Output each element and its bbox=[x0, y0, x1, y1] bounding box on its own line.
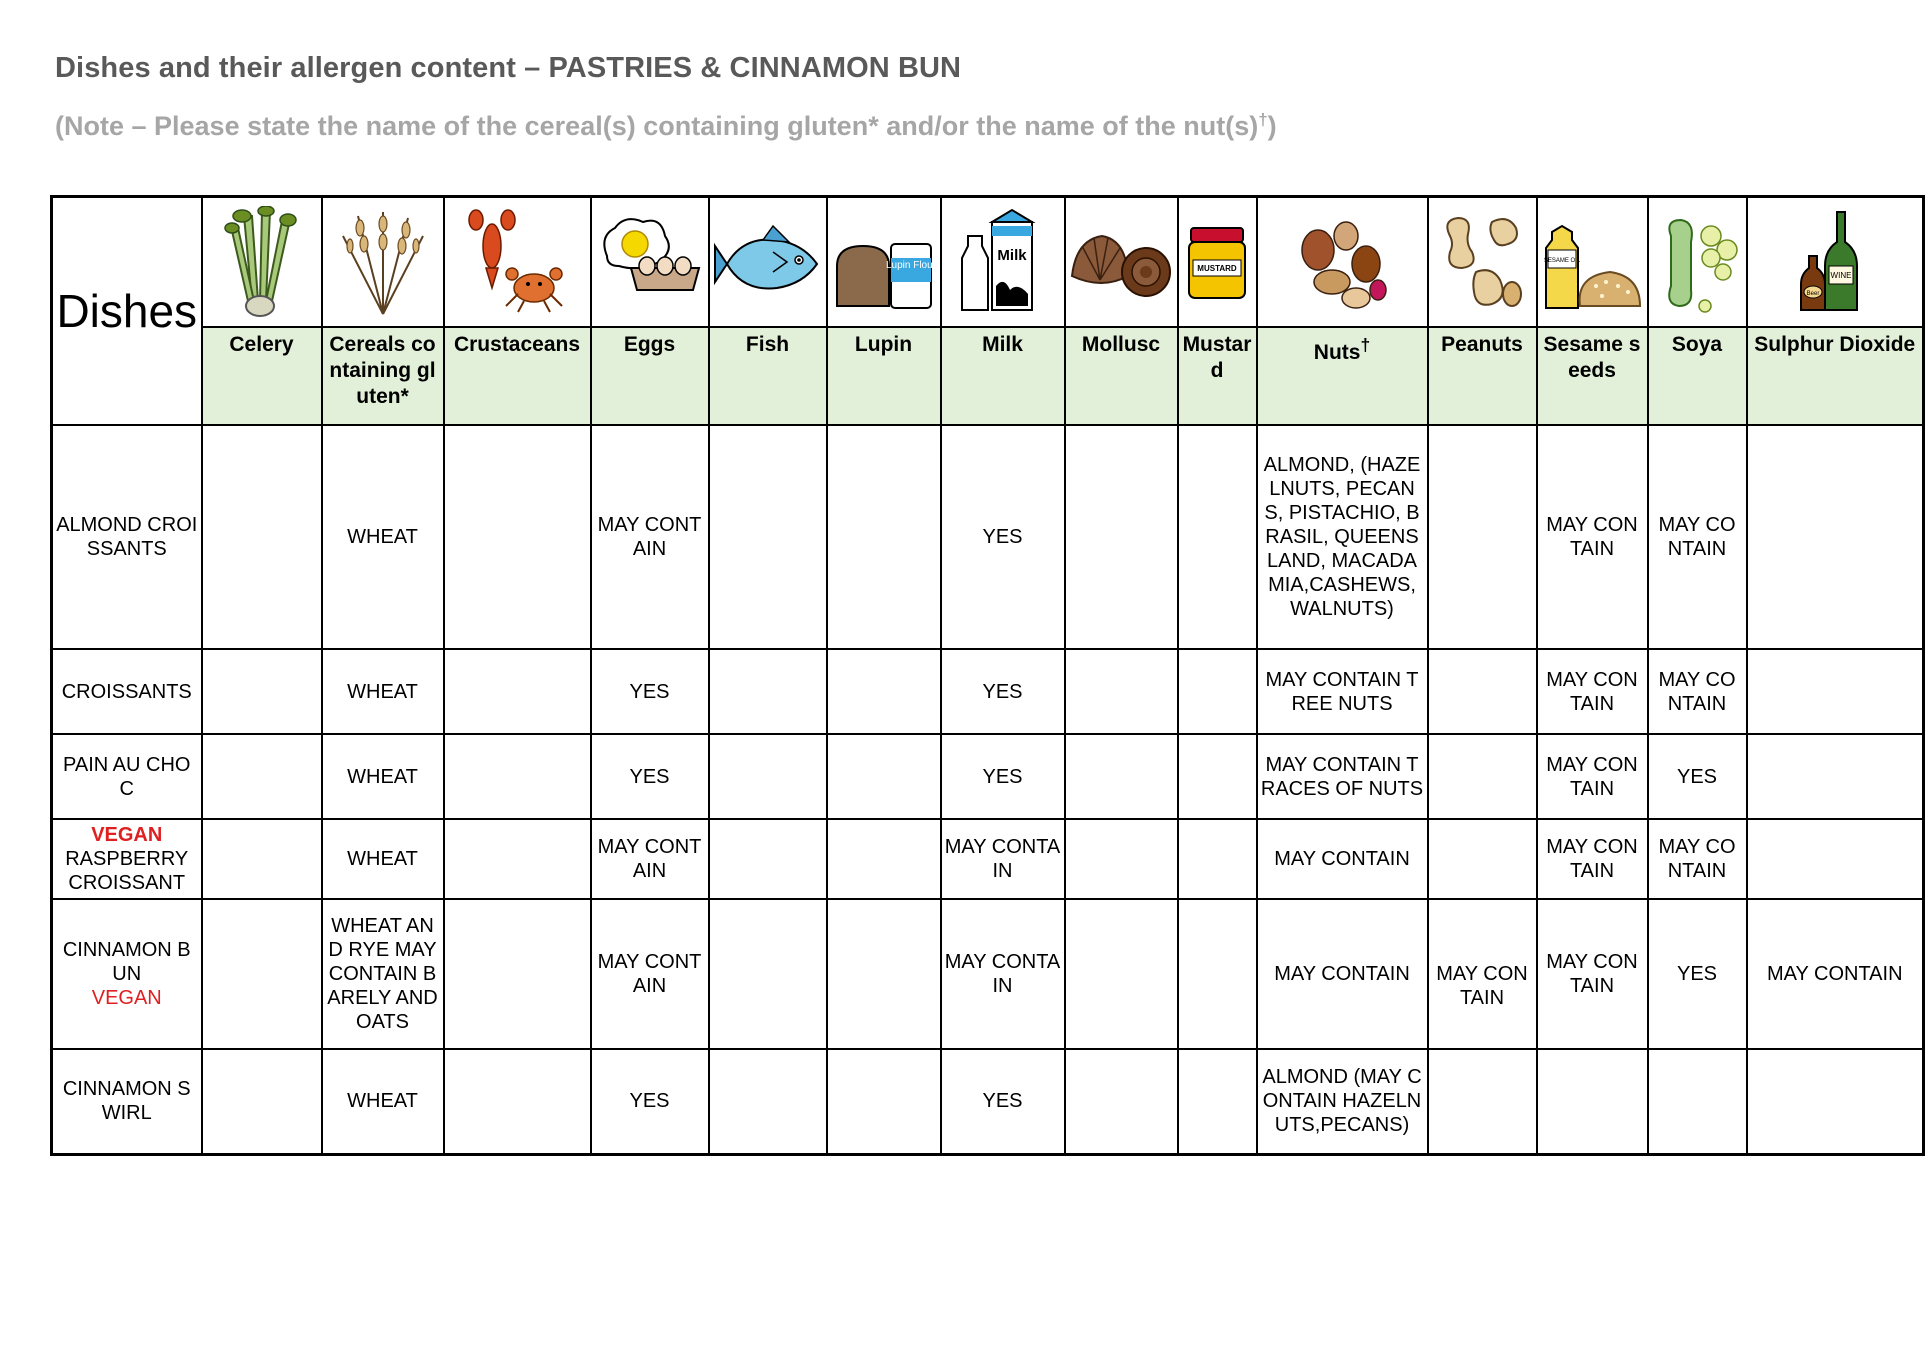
dish-name: CINNAMON SWIRL bbox=[52, 1049, 202, 1154]
table-row bbox=[52, 649, 1924, 734]
cell-sesame: MAY CONTAIN bbox=[1537, 899, 1648, 1049]
header-cereals: Cereals containing gluten* bbox=[322, 327, 444, 425]
shell-icon bbox=[1066, 206, 1176, 318]
milk-icon-cell bbox=[941, 197, 1065, 328]
cell-lupin bbox=[827, 425, 941, 649]
cell-crustaceans bbox=[444, 1049, 591, 1154]
cell-peanuts bbox=[1428, 1049, 1537, 1154]
header-lupin: Lupin bbox=[827, 327, 941, 425]
cell-sesame: MAY CONTAIN bbox=[1537, 649, 1648, 734]
crustaceans-icon-cell bbox=[444, 197, 591, 328]
header-celery: Celery bbox=[202, 327, 322, 425]
dish-name: ALMOND CROISSANTS bbox=[52, 425, 202, 649]
cell-crustaceans bbox=[444, 425, 591, 649]
cell-fish bbox=[709, 425, 827, 649]
mollusc-icon-cell bbox=[1065, 197, 1178, 328]
wheat-icon bbox=[328, 206, 438, 318]
dish-name bbox=[52, 899, 202, 1049]
cell-celery bbox=[202, 649, 322, 734]
cell-milk: YES bbox=[941, 734, 1065, 819]
cell-milk: YES bbox=[941, 649, 1065, 734]
vegan-tag: VEGAN bbox=[91, 987, 162, 1009]
note-body: (Note – Please state the name of the cereal(s) containing gluten* and/or the name of the nut(s) bbox=[55, 111, 1259, 141]
cell-lupin bbox=[827, 1049, 941, 1154]
cell-sulphur bbox=[1747, 425, 1924, 649]
dish-name: PAIN AU CHOC bbox=[52, 734, 202, 819]
eggs-icon-cell bbox=[591, 197, 709, 328]
header-nuts-dagger: † bbox=[1360, 335, 1371, 355]
fish-icon bbox=[713, 206, 823, 318]
cell-celery bbox=[202, 425, 322, 649]
soya-icon-cell bbox=[1648, 197, 1747, 328]
cell-mustard bbox=[1178, 649, 1257, 734]
cell-milk: YES bbox=[941, 1049, 1065, 1154]
nuts-icon bbox=[1282, 206, 1402, 318]
cell-milk: MAY CONTAIN bbox=[941, 819, 1065, 899]
header-peanuts: Peanuts bbox=[1428, 327, 1537, 425]
lupin-icon-cell bbox=[827, 197, 941, 328]
cell-sulphur bbox=[1747, 1049, 1924, 1154]
milk-icon bbox=[948, 206, 1058, 318]
cell-mollusc bbox=[1065, 1049, 1178, 1154]
cell-eggs: MAY CONTAIN bbox=[591, 425, 709, 649]
sulphur-icon-cell bbox=[1747, 197, 1924, 328]
cell-nuts: MAY CONTAIN bbox=[1257, 819, 1428, 899]
cell-nuts: ALMOND, (HAZELNUTS, PECANS, PISTACHIO, BRASIL, QUEENSLAND, MACADAMIA,CASHEWS,WALNUTS) bbox=[1257, 425, 1428, 649]
cell-celery bbox=[202, 1049, 322, 1154]
cell-fish bbox=[709, 649, 827, 734]
wine-beer-icon bbox=[1785, 206, 1885, 318]
cell-lupin bbox=[827, 899, 941, 1049]
cell-sesame: MAY CONTAIN bbox=[1537, 819, 1648, 899]
cell-soya bbox=[1648, 1049, 1747, 1154]
cell-eggs: MAY CONTAIN bbox=[591, 819, 709, 899]
header-soya: Soya bbox=[1648, 327, 1747, 425]
cell-sulphur bbox=[1747, 649, 1924, 734]
sesame-icon bbox=[1540, 206, 1644, 318]
cell-eggs: YES bbox=[591, 1049, 709, 1154]
cell-cereals: WHEAT bbox=[322, 425, 444, 649]
milk-carton-label: Milk bbox=[996, 247, 1027, 264]
cell-lupin bbox=[827, 819, 941, 899]
table-row bbox=[52, 1049, 1924, 1154]
cell-lupin bbox=[827, 734, 941, 819]
page-title: Dishes and their allergen content – PASTRIES & CINNAMON BUN bbox=[55, 52, 962, 84]
cell-cereals: WHEAT bbox=[322, 734, 444, 819]
cell-peanuts bbox=[1428, 425, 1537, 649]
lupin-flour-label: Lupin Flour bbox=[885, 260, 936, 271]
cell-nuts: ALMOND (MAY CONTAIN HAZELNUTS,PECANS) bbox=[1257, 1049, 1428, 1154]
cell-cereals: WHEAT AND RYE MAY CONTAIN BARELY AND OATS bbox=[322, 899, 444, 1049]
eggs-icon bbox=[595, 206, 705, 318]
cell-peanuts: MAY CONTAIN bbox=[1428, 899, 1537, 1049]
header-sulphur: Sulphur Dioxide bbox=[1747, 327, 1924, 425]
cell-cereals: WHEAT bbox=[322, 819, 444, 899]
cereals-icon-cell bbox=[322, 197, 444, 328]
cell-soya: MAY CONTAIN bbox=[1648, 649, 1747, 734]
cell-eggs: YES bbox=[591, 734, 709, 819]
cell-sulphur bbox=[1747, 734, 1924, 819]
mustard-jar-label: MUSTARD bbox=[1197, 264, 1237, 273]
dishes-header: Dishes bbox=[56, 285, 198, 337]
cell-milk: YES bbox=[941, 425, 1065, 649]
lobster-crab-icon bbox=[462, 206, 572, 318]
cell-crustaceans bbox=[444, 734, 591, 819]
header-eggs: Eggs bbox=[591, 327, 709, 425]
cell-eggs: MAY CONTAIN bbox=[591, 899, 709, 1049]
nuts-icon-cell bbox=[1257, 197, 1428, 328]
cell-peanuts bbox=[1428, 649, 1537, 734]
sesame-icon-cell bbox=[1537, 197, 1648, 328]
cell-sulphur: MAY CONTAIN bbox=[1747, 899, 1924, 1049]
cell-mustard bbox=[1178, 734, 1257, 819]
celery-icon bbox=[222, 206, 302, 318]
cell-crustaceans bbox=[444, 819, 591, 899]
cell-peanuts bbox=[1428, 734, 1537, 819]
note-text bbox=[55, 110, 1277, 142]
allergen-header-row bbox=[52, 327, 1924, 425]
beer-label: Beer bbox=[1806, 291, 1820, 297]
cell-fish bbox=[709, 1049, 827, 1154]
header-mollusc: Mollusc bbox=[1065, 327, 1178, 425]
cell-mollusc bbox=[1065, 899, 1178, 1049]
header-milk: Milk bbox=[941, 327, 1065, 425]
cell-mollusc bbox=[1065, 819, 1178, 899]
cell-sesame: MAY CONTAIN bbox=[1537, 734, 1648, 819]
cell-celery bbox=[202, 734, 322, 819]
header-fish: Fish bbox=[709, 327, 827, 425]
cell-cereals: WHEAT bbox=[322, 1049, 444, 1154]
cell-nuts: MAY CONTAIN TREE NUTS bbox=[1257, 649, 1428, 734]
cell-mustard bbox=[1178, 899, 1257, 1049]
cell-nuts: MAY CONTAIN TRACES OF NUTS bbox=[1257, 734, 1428, 819]
cell-mollusc bbox=[1065, 734, 1178, 819]
cell-eggs: YES bbox=[591, 649, 709, 734]
cell-celery bbox=[202, 819, 322, 899]
dish-name-text: RASPBERRY CROISSANT bbox=[65, 848, 189, 894]
note-dagger: † bbox=[1258, 110, 1268, 129]
cell-sesame bbox=[1537, 1049, 1648, 1154]
table-row bbox=[52, 425, 1924, 649]
cell-peanuts bbox=[1428, 819, 1537, 899]
cell-mustard bbox=[1178, 1049, 1257, 1154]
header-sesame: Sesame seeds bbox=[1537, 327, 1648, 425]
cell-fish bbox=[709, 899, 827, 1049]
cell-soya: YES bbox=[1648, 734, 1747, 819]
cell-milk: MAY CONTAIN bbox=[941, 899, 1065, 1049]
cell-fish bbox=[709, 734, 827, 819]
soya-icon bbox=[1651, 206, 1743, 318]
cell-lupin bbox=[827, 649, 941, 734]
cell-sesame: MAY CONTAIN bbox=[1537, 425, 1648, 649]
header-nuts-label: Nuts bbox=[1313, 341, 1361, 364]
dish-name bbox=[52, 819, 202, 899]
vegan-tag: VEGAN bbox=[91, 824, 163, 846]
dish-name-text: CINNAMON BUN bbox=[62, 939, 191, 985]
peanuts-icon-cell bbox=[1428, 197, 1537, 328]
fish-icon-cell bbox=[709, 197, 827, 328]
table-row bbox=[52, 819, 1924, 899]
cell-mollusc bbox=[1065, 425, 1178, 649]
cell-mustard bbox=[1178, 819, 1257, 899]
header-nuts bbox=[1257, 327, 1428, 425]
dish-name: CROISSANTS bbox=[52, 649, 202, 734]
header-mustard: Mustard bbox=[1178, 327, 1257, 425]
cell-fish bbox=[709, 819, 827, 899]
peanuts-icon bbox=[1432, 206, 1532, 318]
mustard-jar-icon bbox=[1181, 206, 1253, 318]
cell-cereals: WHEAT bbox=[322, 649, 444, 734]
table-row bbox=[52, 734, 1924, 819]
cell-mollusc bbox=[1065, 649, 1178, 734]
lupin-flour-icon bbox=[829, 206, 939, 318]
sesame-oil-label: SESAME OIL bbox=[1543, 258, 1581, 264]
cell-celery bbox=[202, 899, 322, 1049]
cell-soya: MAY CONTAIN bbox=[1648, 425, 1747, 649]
icon-row bbox=[52, 197, 1924, 328]
celery-icon-cell bbox=[202, 197, 322, 328]
cell-soya: YES bbox=[1648, 899, 1747, 1049]
cell-mustard bbox=[1178, 425, 1257, 649]
cell-soya: MAY CONTAIN bbox=[1648, 819, 1747, 899]
cell-nuts: MAY CONTAIN bbox=[1257, 899, 1428, 1049]
mustard-icon-cell bbox=[1178, 197, 1257, 328]
wine-label: WINE bbox=[1830, 271, 1852, 280]
cell-sulphur bbox=[1747, 819, 1924, 899]
note-close: ) bbox=[1267, 111, 1277, 141]
dishes-header-cell bbox=[52, 197, 202, 426]
cell-crustaceans bbox=[444, 899, 591, 1049]
header-crustaceans: Crustaceans bbox=[444, 327, 591, 425]
cell-crustaceans bbox=[444, 649, 591, 734]
table-row bbox=[52, 899, 1924, 1049]
allergen-table bbox=[50, 195, 1925, 1156]
